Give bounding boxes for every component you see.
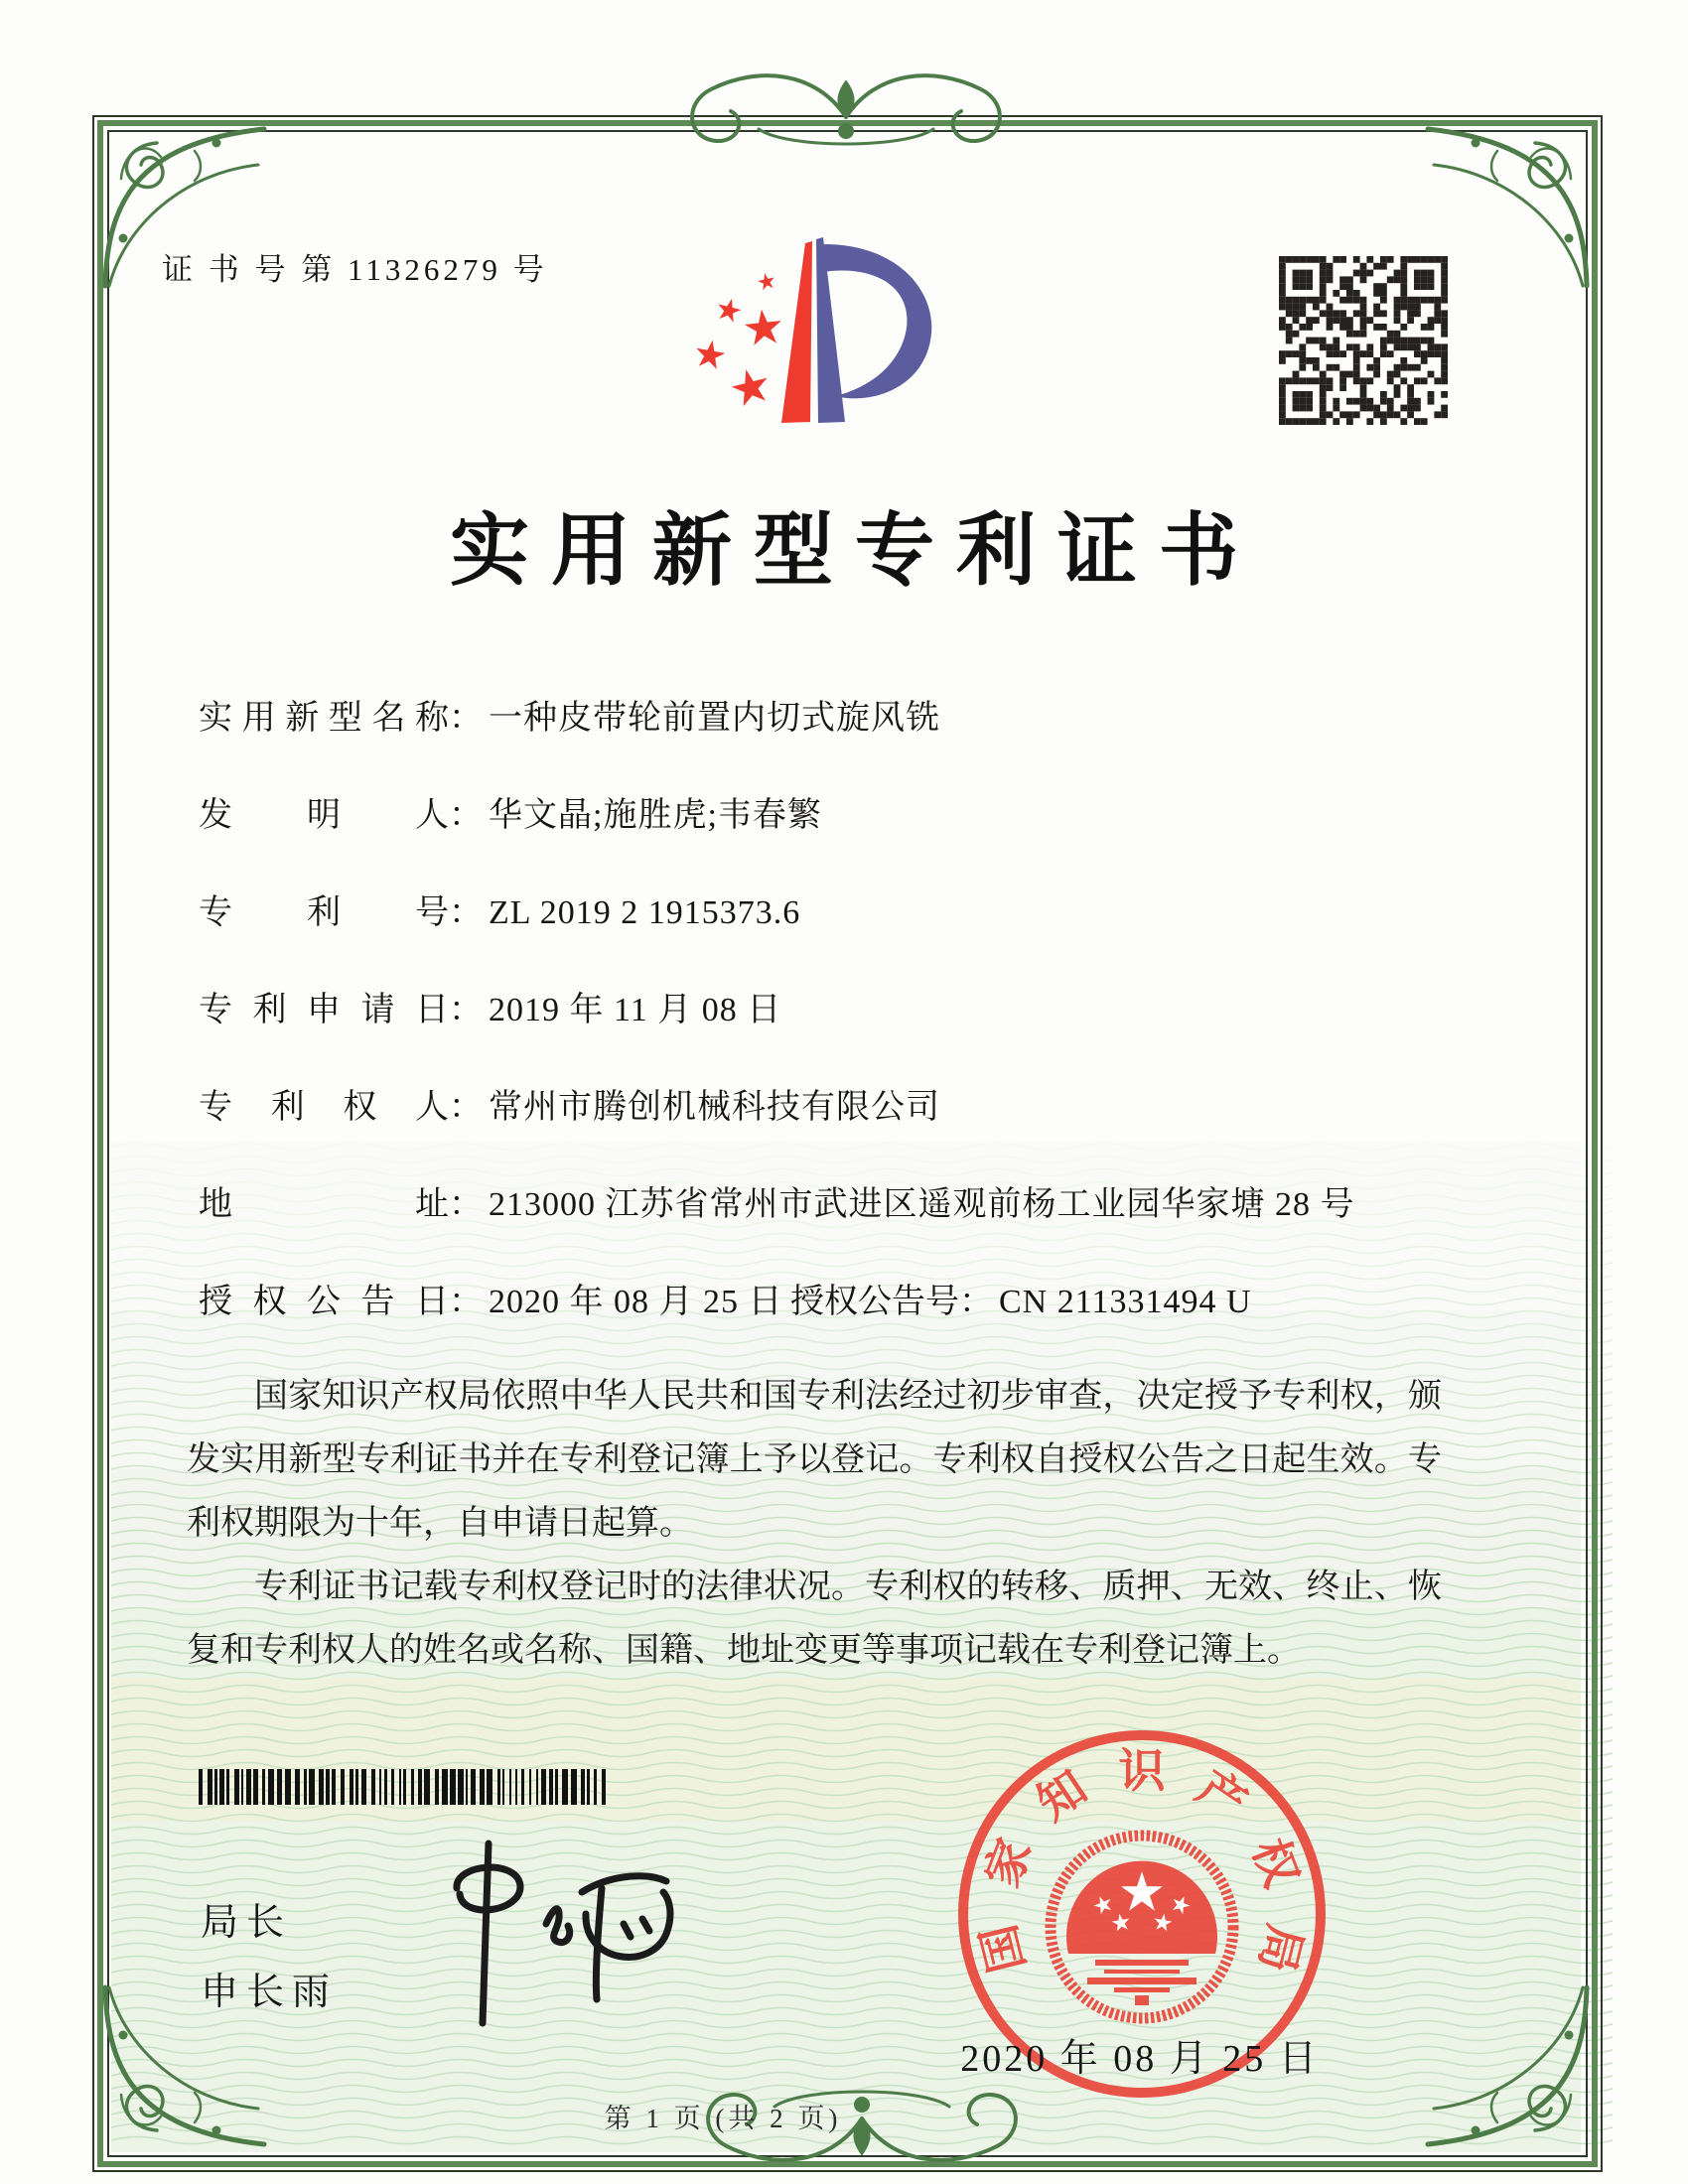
field-value: 2019 年 11 月 08 日 [489,992,782,1028]
field-label: 实用新型名称 [199,700,449,737]
field-value: 2020 年 08 月 25 日 [489,1284,783,1320]
field-row-address [199,1181,1489,1229]
seal-char: 知 [1029,1761,1097,1832]
field-value: ZL 2019 2 1915373.6 [489,894,801,931]
field-value: 常州市腾创机械科技有限公司 [489,1089,940,1126]
field-label: 专利权人 [199,1089,449,1126]
certificate-number: 证 书 号 第 11326279 号 [162,252,548,287]
seal-char: 局 [1248,1919,1311,1978]
seal-date: 2020 年 08 月 25 日 [960,2038,1320,2080]
seal-char: 家 [976,1832,1043,1895]
seal-char: 产 [1187,1761,1255,1832]
field-gazette-number [790,1279,1252,1326]
field-label: 发明人 [199,797,449,834]
seal-char: 国 [973,1919,1036,1978]
field-row-filing-date [199,987,1489,1034]
qr-code [1279,256,1448,425]
field-value: 华文晶;施胜虎;韦春繁 [489,797,822,834]
legal-paragraph: 国家知识产权局依照中华人民共和国专利法经过初步审查，决定授予专利权，颁发实用新型专利证书并在专利登记簿上予以登记。专利权自授权公告之日起生效。专利权期限为十年，自申请日起算。 [187,1378,1442,1542]
field-row-name [199,695,1489,743]
field-row-patent-number [199,889,1489,937]
director-signature [427,1829,675,2032]
director-name: 申长雨 [201,1972,339,2013]
field-colon: ： [449,700,483,737]
field-row-grant-date [199,1279,1489,1326]
barcode [199,1769,614,1807]
field-label: 专利申请日 [199,992,449,1028]
field-label: 地址 [199,1186,449,1223]
field-label: 授权公告日 [199,1284,449,1320]
field-value: CN 211331494 U [999,1284,1252,1320]
seal-char: 权 [1241,1832,1308,1895]
director-title: 局长 [201,1902,293,1944]
field-label: 授权公告号 [790,1284,959,1320]
field-label: 专利号 [199,894,449,931]
legal-paragraph: 专利证书记载专利权登记时的法律状况。专利权的转移、质押、无效、终止、恢复和专利权人的姓名或名称、国籍、地址变更等事项记载在专利登记簿上。 [187,1569,1442,1669]
cnipa-logo-icon [645,220,973,459]
field-colon: ： [449,1284,483,1320]
page-number: 第 1 页 (共 2 页) [604,2104,842,2133]
field-row-inventor [199,792,1489,840]
field-value: 一种皮带轮前置内切式旋风铣 [489,700,940,737]
seal-char: 识 [1118,1746,1166,1798]
field-row-patentee [199,1084,1489,1132]
field-colon: ： [959,1284,993,1320]
legal-text-block [187,1365,1442,1683]
national-emblem-icon [1051,1836,1233,2018]
field-colon: ： [449,1186,483,1223]
field-colon: ： [449,1089,483,1126]
certificate-title: 实用新型专利证书 [450,508,1260,596]
field-value: 213000 江苏省常州市武进区遥观前杨工业园华家塘 28 号 [489,1186,1355,1223]
field-colon: ： [449,797,483,834]
field-colon: ： [449,894,483,931]
field-colon: ： [449,992,483,1028]
